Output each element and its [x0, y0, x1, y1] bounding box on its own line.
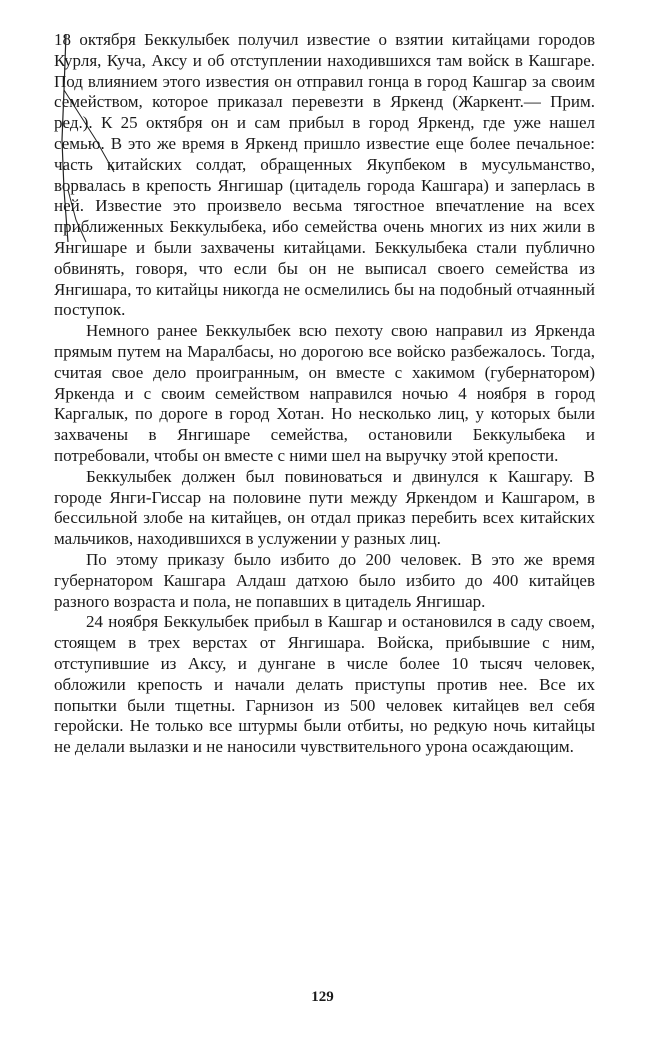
paragraph-2: Немного ранее Беккулыбек всю пехоту свою направил из Яркенда прямым путем на Маралбасы, но дорогою все войско разбежалось. Тогда, считая свое дело проигранным, он вместе с хакимом (губернатором) Яркенда и с своим семейством направился ночью 4 ноября в город Каргалык, по дороге в город Хотан. Но несколько лиц, у которых были захвачены в Янгишаре семейства, остановили Беккулыбека и потребовали, чтобы он вместе с ними шел на выручку этой крепости.	[54, 321, 595, 465]
page-number: 129	[311, 989, 334, 1005]
paragraph-3: Беккулыбек должен был повиноваться и двинулся к Кашгару. В городе Янги-Гиссар на половине пути между Яркендом и Кашгаром, в бессильной злобе на китайцев, он отдал приказ перебить всех китайских мальчиков, находившихся в услужении у разных лиц.	[54, 466, 595, 549]
document-body	[54, 30, 595, 758]
paragraph-5: 24 ноября Беккулыбек прибыл в Кашгар и остановился в саду своем, стоящем в трех верстах от Янгишара. Войска, прибывшие с ним, отступившие из Аксу, и дунгане в числе более 10 тысяч человек, обложили крепость и начали делать приступы против нее. Все их попытки были тщетны. Гарнизон из 500 человек китайцев вел себя геройски. Не только все штурмы были отбиты, но редкую ночь китайцы не делали вылазки и не наносили чувствительного урона осаждающим.	[54, 612, 595, 757]
paragraph-4: По этому приказу было избито до 200 человек. В это же время губернатором Кашгара Алдаш датхою было избито до 400 китайцев разного возраста и пола, не попавших в цитадель Янгишар.	[54, 549, 595, 611]
paragraph-1: 18 октября Беккулыбек получил известие о взятии китайцами городов Курля, Куча, Аксу и об отступлении находившихся там войск в Кашгаре. Под влиянием этого известия он отправил гонца в город Кашгар за своим семейством, которое приказал перевезти в Яркенд (Жаркент.— Прим. ред.). К 25 октября он и сам прибыл в город Яркенд, где уже нашел семью. В это же время в Яркенд пришло известие еще более печальное: часть китайских солдат, обращенных Якупбеком в мусульманство, ворвалась в крепость Янгишар (цитадель города Кашгара) и заперлась в ней. Известие это произвело весьма тягостное впечатление на всех приближенных Беккулыбека, ибо семейства очень многих из них жили в Янгишаре и были захвачены китайцами. Беккулыбека стали публично обвинять, говоря, что если бы он не выписал своего семейства из Янгишара, то китайцы никогда не осмелились бы на подобный отчаянный поступок.	[54, 30, 595, 320]
